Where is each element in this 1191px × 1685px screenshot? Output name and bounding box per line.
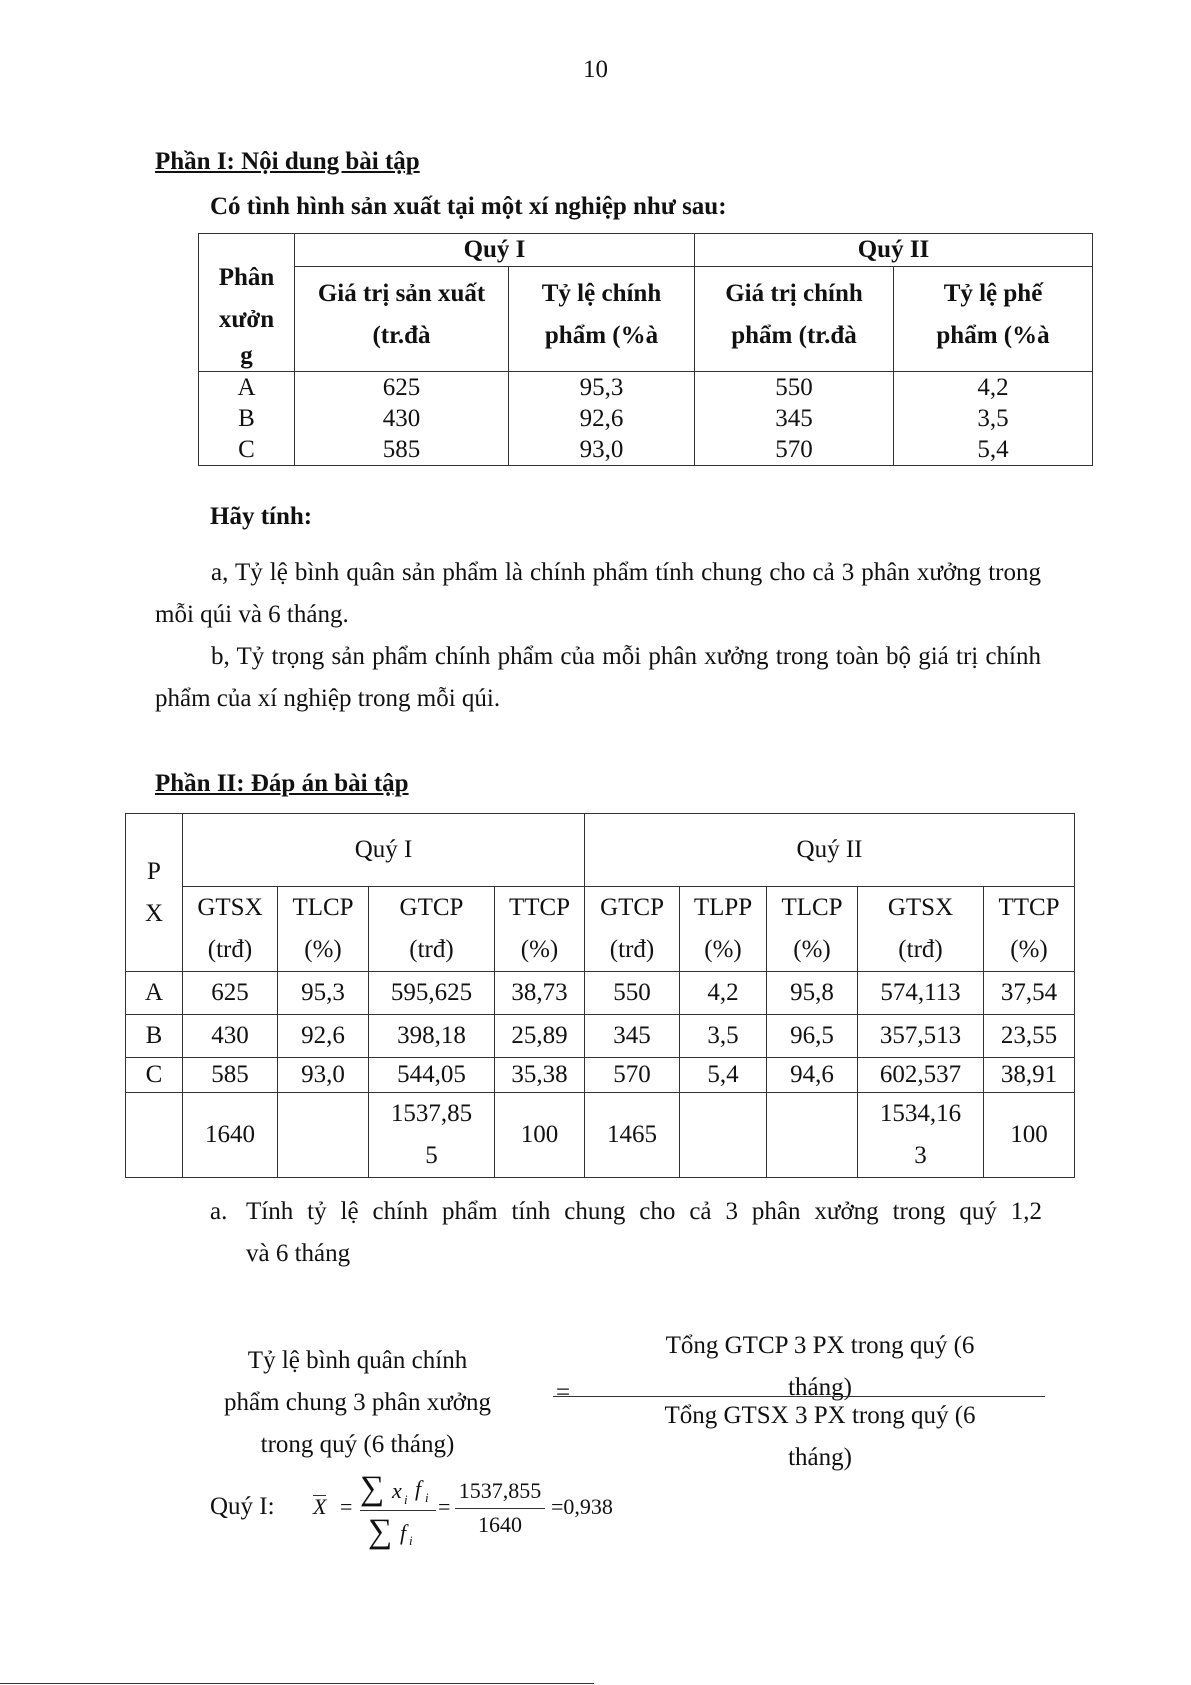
- table-cell: 93,0: [509, 434, 695, 466]
- table-cell: 38,73: [495, 972, 585, 1015]
- formula-denominator: [600, 1395, 1040, 1479]
- table-cell: 550: [585, 972, 680, 1015]
- col-header-line: (%): [793, 936, 831, 963]
- table-cell: 35,38: [495, 1058, 585, 1093]
- quarter-2-header: Quý II: [695, 234, 1093, 267]
- page-number: 10: [583, 56, 608, 83]
- col-header-line: (%): [1010, 936, 1048, 963]
- col-header: [495, 887, 585, 972]
- task-label: Hãy tính:: [210, 503, 313, 530]
- total-gtcp-q1-line: 1537,85: [390, 1100, 473, 1127]
- table-cell: 595,625: [369, 972, 495, 1015]
- fraction-bar: [360, 1510, 436, 1511]
- table-cell: A: [199, 372, 295, 404]
- item-a-line: và 6 tháng: [246, 1240, 351, 1267]
- col-header-line: Giá trị sản xuất: [317, 280, 486, 307]
- denominator-value: 1640: [478, 1512, 522, 1537]
- table-cell: 345: [585, 1015, 680, 1058]
- production-table: [198, 233, 1093, 466]
- col-header-line: Giá trị chính: [725, 280, 863, 307]
- total-ttcp-q1: 100: [495, 1093, 585, 1178]
- table-cell: 96,5: [767, 1015, 858, 1058]
- x-variable: x: [392, 1478, 402, 1503]
- item-a-line: Tính tỷ lệ chính phẩm tính chung cho cả 3 phân xưởng trong quý 1,2: [246, 1198, 1042, 1225]
- col-header: [680, 887, 767, 972]
- table-cell: B: [126, 1015, 183, 1058]
- table-cell: [767, 1093, 858, 1178]
- col-header-line: Tỷ lệ phế: [943, 280, 1043, 307]
- table-cell: 625: [295, 372, 509, 404]
- table-cell: A: [126, 972, 183, 1015]
- col-header: [369, 887, 495, 972]
- table-cell: 602,537: [858, 1058, 984, 1093]
- table-cell: C: [126, 1058, 183, 1093]
- table-cell: 95,3: [509, 372, 695, 404]
- table-cell: 3,5: [894, 403, 1093, 434]
- col-header-line: (%): [704, 936, 742, 963]
- col-header-line: phẩm (tr.đà: [731, 322, 857, 349]
- x-bar-symbol: X: [313, 1494, 327, 1519]
- table-cell: 585: [183, 1058, 278, 1093]
- task-a: a, Tỷ lệ bình quân sản phẩm là chính phẩm tính chung cho cả 3 phân xưởng trong mỗi qúi và 6 tháng.: [155, 559, 1041, 628]
- table-row: [126, 972, 1075, 1015]
- sigma-icon: ∑: [360, 1470, 385, 1507]
- table-cell: 92,6: [509, 403, 695, 434]
- col-header: [585, 887, 680, 972]
- col-header: [183, 887, 278, 972]
- numerator-value: 1537,855: [458, 1478, 542, 1503]
- col-header-line: TLPP: [693, 894, 753, 921]
- table-cell: 5,4: [894, 434, 1093, 466]
- col-header-line: phẩm (%à: [544, 322, 659, 349]
- table-cell: [126, 1093, 183, 1178]
- col-header: [858, 887, 984, 972]
- formula-left-line: trong quý (6 tháng): [260, 1431, 455, 1458]
- table-cell: B: [199, 403, 295, 434]
- table-cell: 94,6: [767, 1058, 858, 1093]
- table-cell: 93,0: [278, 1058, 369, 1093]
- col-header-line: TLCP: [292, 894, 354, 921]
- table-cell: 38,91: [984, 1058, 1075, 1093]
- part1-intro: Có tình hình sản xuất tại một xí nghiệp như sau:: [210, 193, 727, 220]
- formula-equals: =: [556, 1379, 571, 1406]
- total-gtsx-q2-line: 3: [914, 1142, 927, 1169]
- formula-denominator-line: tháng): [788, 1444, 852, 1471]
- total-row: [126, 1093, 1075, 1178]
- col-header-line: (trđ): [207, 936, 253, 963]
- quarter-1-header: Quý I: [295, 234, 695, 267]
- col-header-line: GTCP: [399, 894, 464, 921]
- table-cell: 625: [183, 972, 278, 1015]
- row-header-line: xưởn: [218, 306, 275, 333]
- formula-numerator-line: tháng): [788, 1374, 852, 1401]
- col-header: [295, 267, 509, 372]
- table-row: [126, 1058, 1075, 1093]
- table-cell: 544,05: [369, 1058, 495, 1093]
- part2-heading: Phần II: Đáp án bài tập: [155, 770, 409, 797]
- answer-table: [125, 813, 1075, 1178]
- formula-left-line: Tỷ lệ bình quân chính: [247, 1347, 468, 1374]
- result-value: =0,938: [551, 1494, 613, 1519]
- table-cell: 345: [695, 403, 894, 434]
- col-header: [509, 267, 695, 372]
- row-header-line: Phân: [218, 264, 275, 291]
- total-gtcp-q1: [369, 1093, 495, 1178]
- col-header-line: (trđ): [409, 936, 454, 963]
- total-ttcp-q2: 100: [984, 1093, 1075, 1178]
- table-cell: 574,113: [858, 972, 984, 1015]
- col-header: [984, 887, 1075, 972]
- col-header: [695, 267, 894, 372]
- table-row: [199, 372, 1093, 404]
- table-cell: 430: [183, 1015, 278, 1058]
- subscript-i: i: [425, 1490, 429, 1505]
- item-a-marker: a.: [210, 1198, 228, 1225]
- table-cell: 5,4: [680, 1058, 767, 1093]
- quarter-1-header: Quý I: [183, 814, 585, 887]
- formula-numerator-line: Tổng GTCP 3 PX trong quý (6: [665, 1332, 975, 1359]
- table-cell: C: [199, 434, 295, 466]
- px-header-line: X: [144, 899, 164, 927]
- sigma-icon: ∑: [368, 1513, 393, 1550]
- col-header-line: (%): [520, 936, 559, 963]
- part1-heading: Phần I: Nội dung bài tập: [155, 148, 420, 175]
- total-gtsx-q2: [858, 1093, 984, 1178]
- total-gtcp-q1-line: 5: [425, 1142, 438, 1169]
- table-cell: 3,5: [680, 1015, 767, 1058]
- row-header-line: g: [240, 342, 253, 369]
- table-cell: 95,8: [767, 972, 858, 1015]
- subscript-i: i: [404, 1492, 408, 1507]
- table-cell: 37,54: [984, 972, 1075, 1015]
- total-gtcp-q2: 1465: [585, 1093, 680, 1178]
- table-cell: 570: [695, 434, 894, 466]
- table-cell: 550: [695, 372, 894, 404]
- formula-denominator-line: Tổng GTSX 3 PX trong quý (6: [664, 1402, 976, 1429]
- equals-sign: =: [438, 1494, 451, 1519]
- col-header: [767, 887, 858, 972]
- f-variable: f: [400, 1520, 407, 1545]
- col-header-line: TTCP: [998, 894, 1060, 921]
- total-gtsx-q1: 1640: [183, 1093, 278, 1178]
- task-b: b, Tỷ trọng sản phẩm chính phẩm của mỗi phân xưởng trong toàn bộ giá trị chính phẩm của xí nghiệp trong mỗi qúi.: [155, 643, 1041, 712]
- table-cell: [680, 1093, 767, 1178]
- fraction-bar: [455, 1508, 545, 1509]
- table-cell: 92,6: [278, 1015, 369, 1058]
- table-row: [199, 434, 1093, 466]
- q1-calc-label: Quý I:: [210, 1493, 275, 1520]
- col-header-line: (%): [304, 936, 342, 963]
- col-header-line: GTSX: [887, 894, 954, 921]
- col-header-line: GTSX: [197, 894, 263, 921]
- px-header-line: P: [147, 857, 161, 885]
- col-header-line: GTCP: [600, 894, 664, 921]
- col-header-line: TLCP: [781, 894, 843, 921]
- col-header-line: (tr.đà: [372, 322, 431, 349]
- subscript-i: i: [409, 1533, 413, 1548]
- table-row: [126, 1015, 1075, 1058]
- footnote-separator: [0, 1683, 594, 1684]
- equals-sign: =: [340, 1494, 353, 1519]
- table-cell: 25,89: [495, 1015, 585, 1058]
- table-cell: 398,18: [369, 1015, 495, 1058]
- col-header-line: phẩm (%à: [936, 322, 1050, 349]
- table-cell: 430: [295, 403, 509, 434]
- formula-left: [170, 1340, 545, 1466]
- quarter-2-header: Quý II: [585, 814, 1075, 887]
- formula-left-line: phẩm chung 3 phân xưởng: [223, 1389, 491, 1416]
- col-header-line: Tỷ lệ chính: [541, 280, 662, 307]
- table-cell: 95,3: [278, 972, 369, 1015]
- table-cell: 23,55: [984, 1015, 1075, 1058]
- col-header: [278, 887, 369, 972]
- total-gtsx-q2-line: 1534,16: [879, 1100, 962, 1127]
- table-cell: [278, 1093, 369, 1178]
- col-header-line: TTCP: [508, 894, 571, 921]
- table-cell: 4,2: [680, 972, 767, 1015]
- table-cell: 570: [585, 1058, 680, 1093]
- col-header-line: (trđ): [609, 936, 655, 963]
- table-cell: 357,513: [858, 1015, 984, 1058]
- row-header-cell: [199, 234, 295, 372]
- f-variable: f: [415, 1476, 422, 1501]
- col-header-line: (trđ): [898, 936, 943, 963]
- col-header: [894, 267, 1093, 372]
- table-cell: 4,2: [894, 372, 1093, 404]
- table-cell: 585: [295, 434, 509, 466]
- table-row: [199, 403, 1093, 434]
- px-header-cell: [126, 814, 183, 972]
